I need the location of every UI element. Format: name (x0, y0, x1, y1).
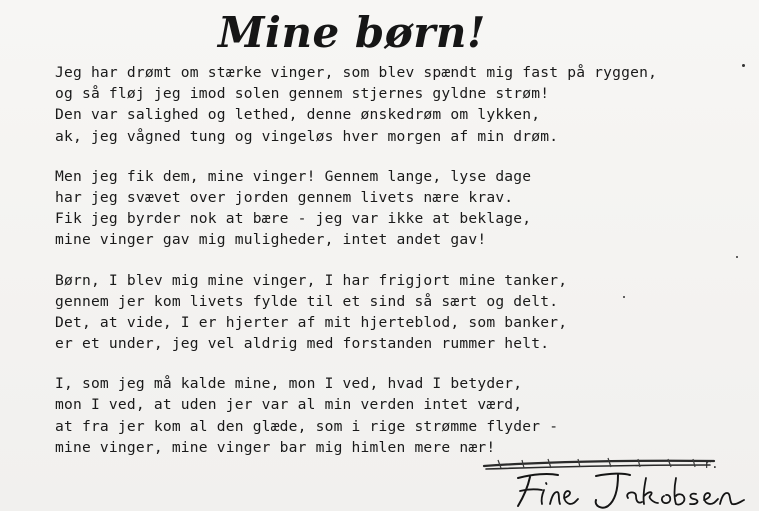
poem-line: har jeg svævet over jorden gennem livets nære krav. (55, 188, 514, 206)
poem-line: mine vinger, mine vinger bar mig himlen mere nær! (55, 438, 496, 456)
stanza-2 (55, 166, 755, 251)
poem-line: Det, at vide, I er hjerter af mit hjerteblod, som banker, (55, 313, 568, 331)
poem-line: Den var salighed og lethed, denne ønskedrøm om lykken, (55, 106, 541, 124)
poem-line: mon I ved, at uden jer var al min verden intet værd, (55, 396, 523, 414)
poem-line: gennem jer kom livets fylde til et sind så sært og delt. (55, 292, 559, 310)
poem-title: Mine børn! (218, 8, 486, 57)
stanza-3 (55, 270, 755, 355)
print-speck (742, 64, 745, 67)
poem-line: og så fløj jeg imod solen gennem stjernes gyldne strøm! (55, 85, 550, 103)
signature (478, 448, 753, 511)
stanza-1 (55, 62, 755, 147)
poem-line: mine vinger gav mig muligheder, intet andet gav! (55, 231, 487, 249)
poem-line: ak, jeg vågned tung og vingeløs hver morgen af min drøm. (55, 127, 559, 145)
poem-body (55, 62, 755, 458)
poem-line: Jeg har drømt om stærke vinger, som blev spændt mig fast på ryggen, (55, 64, 658, 81)
poem-line: Børn, I blev mig mine vinger, I har frigjort mine tanker, (55, 271, 568, 289)
poem-line: Men jeg fik dem, mine vinger! Gennem lange, lyse dage (55, 167, 532, 185)
svg-text:r.: r. (704, 457, 719, 471)
poem-line: er et under, jeg vel aldrig med forstanden rummer helt. (55, 335, 550, 353)
handwritten-signature-drawing (478, 448, 753, 511)
poem-line: at fra jer kom al den glæde, som i rige strømme flyder - (55, 417, 559, 435)
print-speck (623, 296, 625, 298)
poem-line: I, som jeg må kalde mine, mon I ved, hvad I betyder, (55, 375, 523, 393)
print-speck (736, 256, 738, 258)
poem-line: Fik jeg byrder nok at bære - jeg var ikke at beklage, (55, 210, 532, 228)
stanza-4 (55, 373, 755, 458)
